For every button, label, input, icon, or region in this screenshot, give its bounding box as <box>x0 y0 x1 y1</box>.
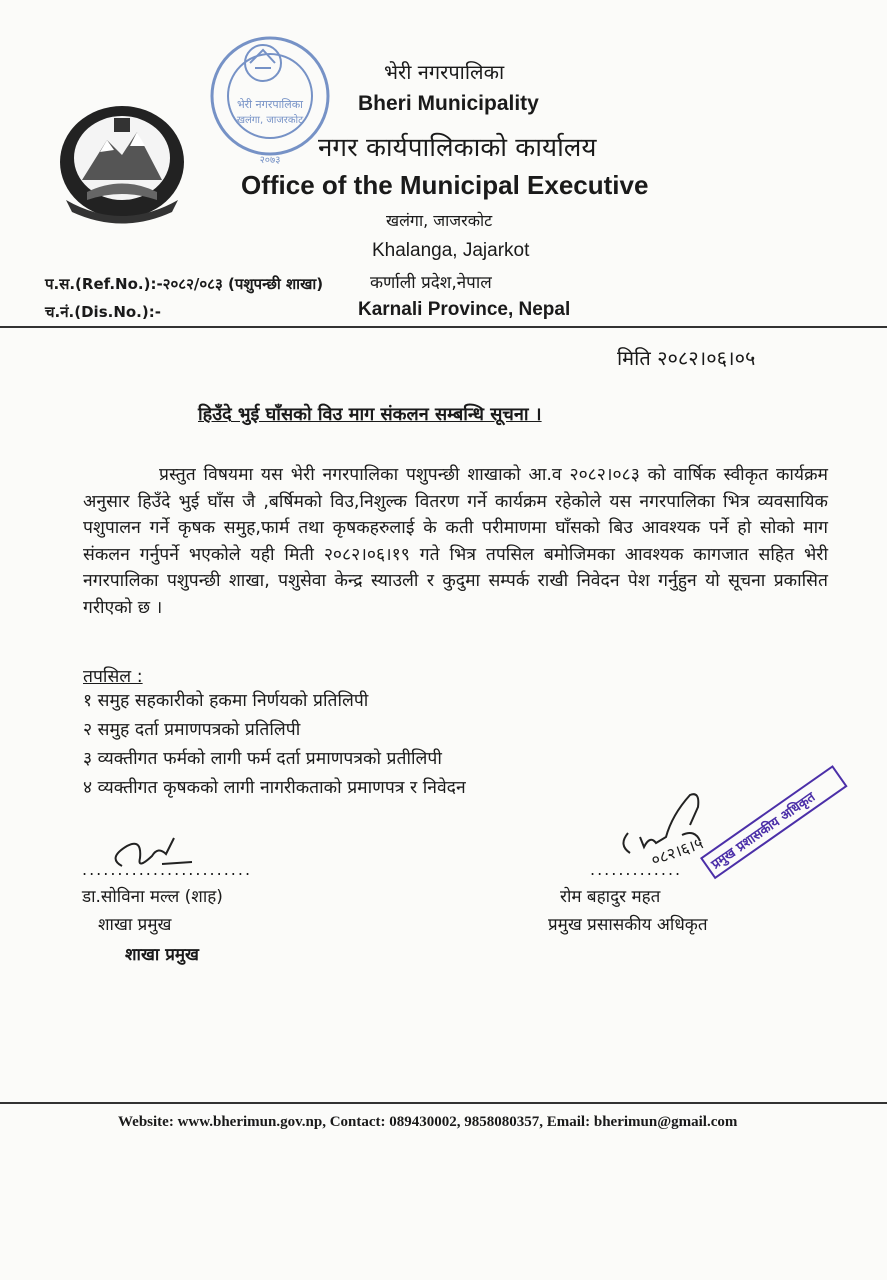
svg-text:२०७३: २०७३ <box>259 155 281 166</box>
annex-title: तपसिल : <box>83 667 143 687</box>
signatory-left-stamp: शाखा प्रमुख <box>125 945 199 965</box>
dispatch-number: च.नं.(Dis.No.):- <box>45 303 161 321</box>
annex-list <box>83 688 466 804</box>
office-name-en: Office of the Municipal Executive <box>241 170 649 200</box>
notice-date: मिति २०८२।०६।०५ <box>617 346 756 370</box>
list-item: ३ व्यक्तीगत फर्मको लागी फर्म दर्ता प्रमाणपत्रको प्रतीलिपी <box>83 749 442 769</box>
svg-text:भेरी नगरपालिका: भेरी नगरपालिका <box>236 98 304 111</box>
location-en: Khalanga, Jajarkot <box>372 240 530 261</box>
municipality-seal-icon <box>205 28 335 168</box>
list-item: ४ व्यक्तीगत कृषकको लागी नागरीकताको प्रमाणपत्र र निवेदन <box>83 778 466 798</box>
org-name-np: भेरी नगरपालिका <box>384 60 505 84</box>
office-name-np: नगर कार्यपालिकाको कार्यालय <box>318 133 597 163</box>
header-divider <box>0 326 887 328</box>
footer-contact: Website: www.bherimun.gov.np, Contact: 089430002, 9858080357, Email: bherimun@gmail.com <box>118 1114 738 1130</box>
notice-subject: हिउँदे भुई घाँसको विउ माग संकलन सम्बन्धि सूचना । <box>198 404 542 425</box>
signatory-right-title: प्रमुख प्रसासकीय अधिकृत <box>548 915 708 935</box>
location-np: खलंगा, जाजरकोट <box>386 211 493 230</box>
government-emblem-icon <box>52 100 192 225</box>
footer-divider <box>0 1102 887 1104</box>
reference-number: प.स.(Ref.No.):-२०८२/०८३ (पशुपन्छी शाखा) <box>45 275 324 293</box>
handwritten-date: ०८२।६।५ <box>648 833 706 870</box>
org-name-en: Bheri Municipality <box>358 92 539 115</box>
svg-text:खलंगा, जाजरकोट: खलंगा, जाजरकोट <box>236 115 304 126</box>
list-item: २ समुह दर्ता प्रमाणपत्रको प्रतिलिपी <box>83 720 301 740</box>
signatory-right-name: रोम बहादुर महत <box>560 887 661 907</box>
official-stamp: प्रमुख प्रशासकीय अधिकृत <box>700 765 848 879</box>
province-en: Karnali Province, Nepal <box>358 299 571 320</box>
province-np: कर्णाली प्रदेश,नेपाल <box>370 273 492 293</box>
signatory-left-title: शाखा प्रमुख <box>98 915 172 935</box>
notice-body: प्रस्तुत विषयमा यस भेरी नगरपालिका पशुपन्छी शाखाको आ.व २०८२।०८३ को वार्षिक स्वीकृत कार्यक्रम अनुसार हिउँदे भुई घाँस जै ,बर्षिमको विउ,निशुल्क वितरण गर्ने कार्यक्रम रहेकोले यस नगरपालिका भित्र व्यवसायिक पशुपालन गर्ने कृषक समुह,फार्म तथा कृषकहरुलाई के कती परीमाणमा घाँसको बिउ आवश्यक पर्ने हो सोको माग संकलन गर्नुपर्ने भएकोले यही मिती २०८२।०६।१९ गते भित्र तपसिल बमोजिमका आवश्यक कागजात सहित भेरी नगरपालिका पशुपन्छी शाखा, पशुसेवा केन्द्र स्याउली र कुदुमा सम्पर्क राखी निवेदन पेश गर्नुहुन यो सूचना प्रकासित गरीएको छ । <box>83 465 828 618</box>
list-item: १ समुह सहकारीको हकमा निर्णयको प्रतिलिपी <box>83 691 369 711</box>
signatory-left-name: डा.सोविना मल्ल (शाह) <box>82 887 223 907</box>
